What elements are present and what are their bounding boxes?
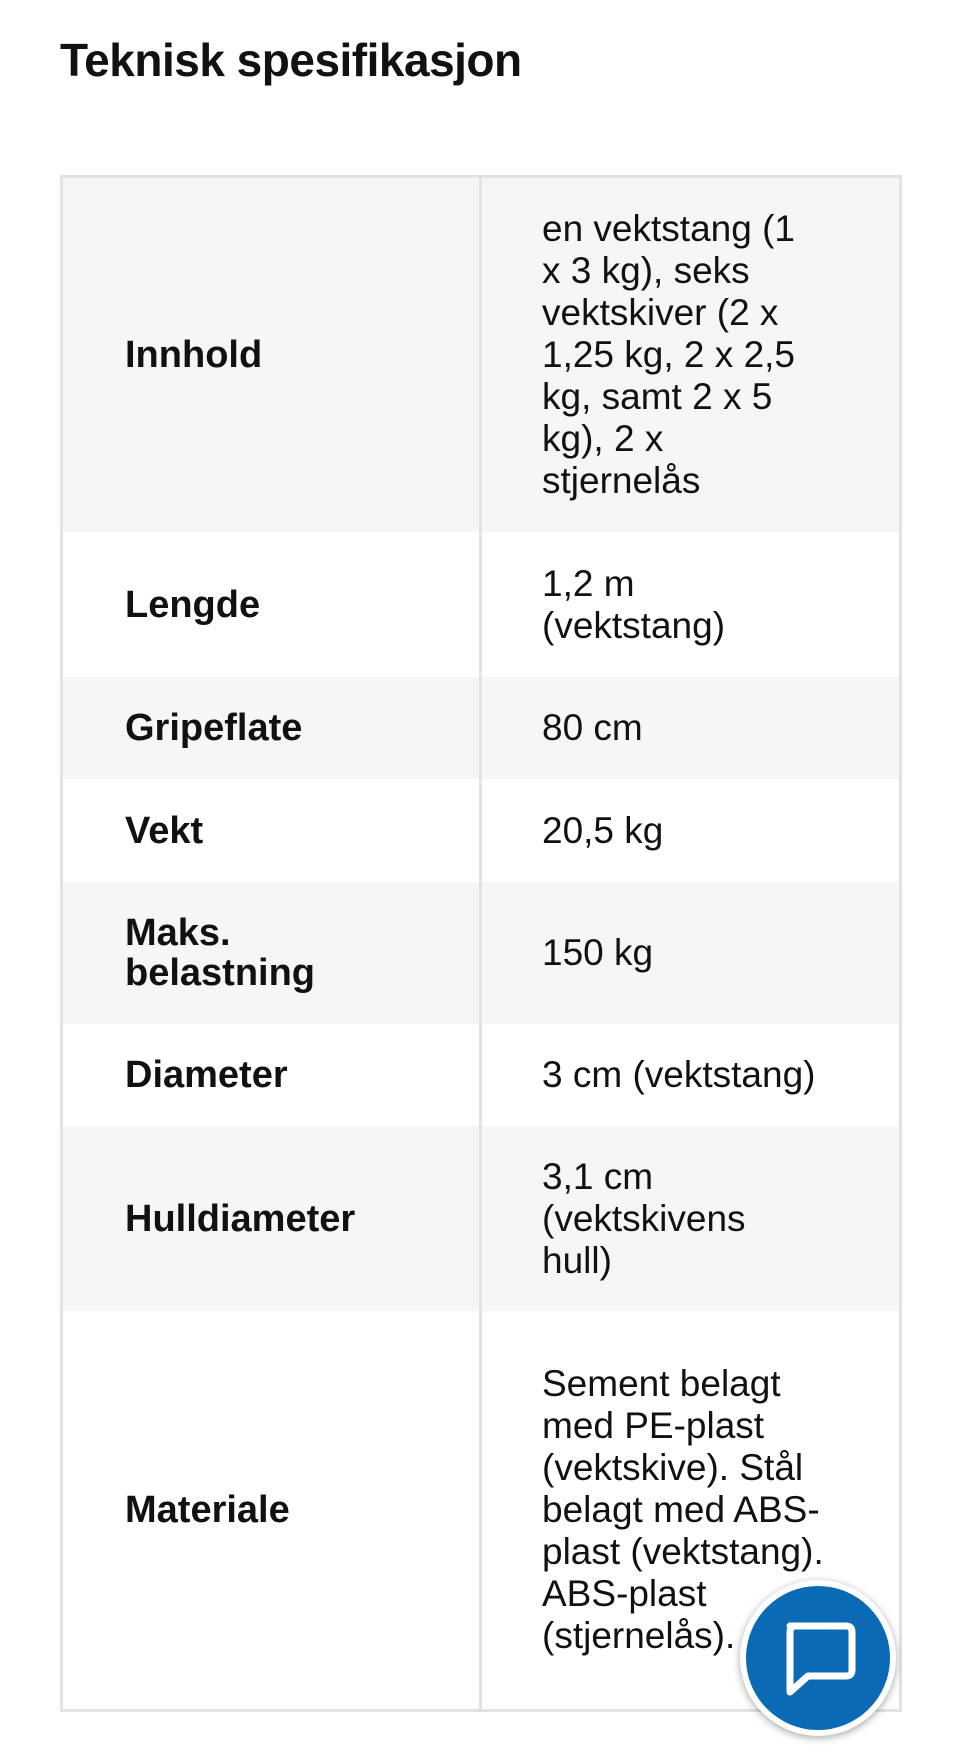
spec-row-lengde [63,532,899,677]
spec-table [60,175,902,1712]
spec-row-diameter [63,1024,899,1126]
spec-label [63,882,482,1024]
page-title: Teknisk spesifikasjon [60,34,522,86]
spec-value [482,677,899,779]
spec-value [482,1126,899,1311]
spec-value [482,882,899,1024]
chat-bubble-icon [776,1616,860,1700]
spec-value-text: Sement belagt med PE-plast (vektskive). Stål belagt med ABS-plast (vektstang). ABS-plast (stjernelås). [542,1363,824,1656]
spec-value [482,178,899,532]
spec-label: Materiale [63,1311,482,1709]
spec-row-vekt [63,779,899,882]
spec-label-text: Maks. belastning [125,912,316,994]
spec-value [482,1024,899,1126]
spec-row-hulldiameter [63,1126,899,1311]
spec-row-gripeflate [63,677,899,779]
spec-label: Innhold [63,178,482,532]
spec-label: Gripeflate [63,677,482,779]
spec-value [482,779,899,882]
spec-value-text: en vektstang (1 x 3 kg), seks vektskiver (2 x 1,25 kg, 2 x 2,5 kg, samt 2 x 5 kg), 2 x stjernelås [542,208,796,501]
spec-label: Diameter [63,1024,482,1126]
spec-row-maks-belastning [63,882,899,1024]
spec-value-text: 1,2 m (vektstang) [542,562,726,646]
chat-button[interactable] [740,1580,896,1736]
spec-value-text: 150 kg [542,932,654,973]
spec-value-text: 80 cm [542,707,643,748]
spec-value-text: 3 cm (vektstang) [542,1054,816,1095]
spec-label: Hulldiameter [63,1126,482,1311]
spec-value-text: 3,1 cm (vektskivens hull) [542,1155,746,1281]
spec-value [482,532,899,677]
spec-row-innhold [63,178,899,532]
spec-label: Vekt [63,779,482,882]
spec-label: Lengde [63,532,482,677]
spec-value-text: 20,5 kg [542,809,664,851]
